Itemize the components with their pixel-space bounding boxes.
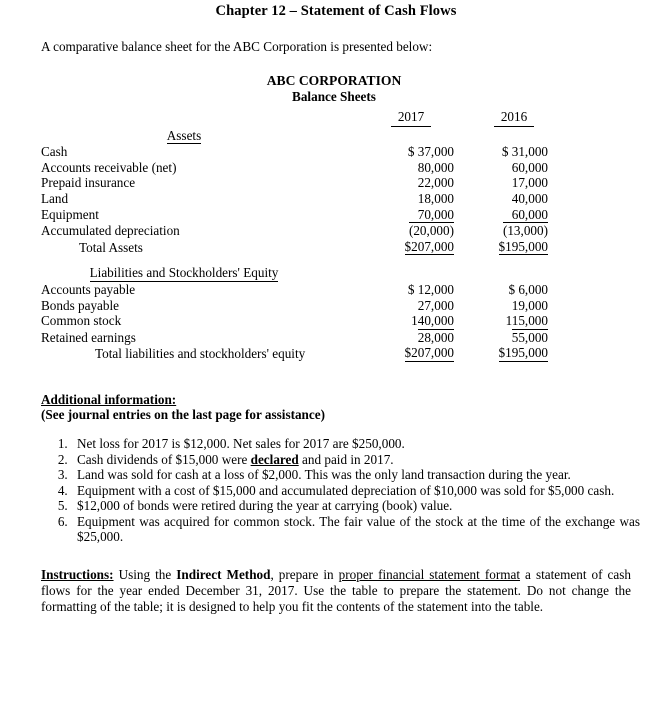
row-tail — [600, 127, 672, 145]
emphasized-text: declared — [250, 451, 299, 467]
row-value-2016: 60,000 — [511, 159, 548, 175]
table-row — [0, 222, 672, 239]
assets-total-2016: $195,000 — [498, 238, 548, 254]
emphasized-text: Indirect Method — [176, 567, 271, 583]
row-tail — [600, 144, 672, 160]
list-item — [71, 498, 672, 514]
liab-heading-pad-1 — [368, 264, 480, 282]
row-tail — [600, 264, 672, 282]
row-value-2017: $ 12,000 — [407, 281, 454, 297]
instructions-paragraph — [41, 567, 631, 614]
year-header-2016: 2016 — [480, 109, 600, 127]
row-tail — [600, 345, 672, 362]
additional-information-heading: Additional information: — [41, 391, 177, 407]
assets-heading-row — [0, 127, 672, 145]
liabilities-total-row — [0, 345, 672, 362]
row-label: Accounts receivable (net) — [41, 159, 177, 175]
assets-heading-pad-2 — [480, 127, 600, 145]
statement-name: Balance Sheets — [292, 88, 376, 104]
intro-paragraph: A comparative balance sheet for the ABC Corporation is presented below: — [41, 39, 433, 54]
table-row — [0, 282, 672, 298]
spacer — [0, 255, 672, 264]
text-run: Equipment was acquired for common stock. The fair value of the stock at the time of the exchange was $25,000. — [77, 513, 640, 545]
additional-information-list — [41, 436, 672, 545]
row-label: Equipment — [41, 206, 99, 222]
text-run: Net loss for 2017 is $12,000. Net sales for 2017 are $250,000. — [77, 435, 405, 451]
text-run: Using the — [113, 567, 177, 583]
balance-sheet-table — [0, 109, 672, 362]
table-row — [0, 160, 672, 176]
row-label: Accounts payable — [41, 281, 136, 297]
row-label: Cash — [41, 144, 68, 160]
emphasized-text: proper financial statement format — [338, 567, 521, 583]
text-run: Equipment with a cost of $15,000 and accumulated depreciation of $10,000 was sold for $5,000 cash. — [77, 482, 615, 498]
row-value-2016: 17,000 — [511, 175, 548, 191]
list-item — [71, 483, 672, 499]
additional-information-subheading: (See journal entries on the last page for assistance) — [41, 407, 325, 423]
additional-information-section — [41, 392, 672, 545]
balance-sheet-body — [0, 109, 672, 362]
table-row — [0, 298, 672, 314]
assets-heading-pad-1 — [368, 127, 480, 145]
row-value-2016: $ 31,000 — [501, 144, 548, 160]
row-value-2017: 22,000 — [417, 175, 454, 191]
assets-total-label: Total Assets — [79, 239, 143, 255]
row-value-2016: 55,000 — [511, 329, 548, 345]
row-tail — [600, 239, 672, 256]
row-tail — [600, 109, 672, 127]
row-tail — [600, 175, 672, 191]
row-tail — [600, 160, 672, 176]
year-header-row — [0, 109, 672, 127]
table-row — [0, 313, 672, 329]
row-value-2017: 28,000 — [417, 329, 454, 345]
emphasized-text: Instructions: — [41, 567, 114, 583]
liabilities-heading-row — [0, 264, 672, 282]
year-header-2017: 2017 — [368, 109, 480, 127]
row-label: Retained earnings — [41, 329, 136, 345]
table-row — [0, 191, 672, 207]
text-run: and paid in 2017. — [298, 451, 394, 467]
text-run: Cash dividends of $15,000 were — [77, 451, 251, 467]
liab-heading-pad-2 — [480, 264, 600, 282]
table-row — [0, 175, 672, 191]
row-value-2017: 18,000 — [417, 190, 454, 206]
table-row — [0, 329, 672, 346]
statement-heading-block — [0, 73, 672, 104]
list-item — [71, 452, 672, 468]
row-label: Bonds payable — [41, 297, 120, 313]
table-row — [0, 207, 672, 223]
text-run: $12,000 of bonds were retired during the year at carrying (book) value. — [77, 498, 453, 514]
assets-total-row — [0, 239, 672, 256]
row-value-2016: 60,000 — [511, 206, 548, 222]
row-value-2017: 70,000 — [417, 206, 454, 222]
liabilities-total-2017: $207,000 — [404, 345, 454, 361]
assets-heading-cell: Assets — [166, 127, 202, 143]
row-value-2016: 40,000 — [511, 190, 548, 206]
row-tail — [600, 282, 672, 298]
row-value-2016: 115,000 — [505, 313, 548, 329]
section-gap — [0, 255, 672, 264]
table-row — [0, 144, 672, 160]
liabilities-heading-cell: Liabilities and Stockholders' Equity — [89, 265, 279, 281]
year-header-spacer — [0, 109, 368, 127]
list-item — [71, 467, 672, 483]
row-value-2017: (20,000) — [408, 223, 454, 239]
page-title: Chapter 12 – Statement of Cash Flows — [215, 3, 457, 19]
row-tail — [600, 313, 672, 329]
row-label: Land — [41, 190, 69, 206]
row-tail — [600, 298, 672, 314]
row-label: Common stock — [41, 313, 122, 329]
row-label: Prepaid insurance — [41, 175, 136, 191]
list-item — [71, 436, 672, 452]
assets-total-2017: $207,000 — [404, 238, 454, 254]
row-value-2016: $ 6,000 — [508, 281, 548, 297]
liabilities-total-2016: $195,000 — [498, 345, 548, 361]
row-value-2017: 80,000 — [417, 159, 454, 175]
text-run: , prepare in — [270, 567, 339, 583]
row-value-2016: 19,000 — [511, 297, 548, 313]
company-name: ABC CORPORATION — [266, 73, 402, 88]
text-run: a statement of cash flows for the year ended December 31, 2017. Use the table to prepare the statement. Do not change the formatting of the table; it is designed to help you fit the contents of the statement into the table. — [41, 567, 631, 614]
row-tail — [600, 222, 672, 239]
row-tail — [600, 329, 672, 346]
text-run: Land was sold for cash at a loss of $2,000. This was the only land transaction during the year. — [77, 467, 571, 483]
document-page — [0, 3, 672, 703]
list-item — [71, 514, 672, 545]
row-tail — [600, 191, 672, 207]
row-tail — [600, 207, 672, 223]
row-value-2017: 140,000 — [411, 313, 454, 329]
row-value-2017: $ 37,000 — [407, 144, 454, 160]
row-value-2017: 27,000 — [417, 297, 454, 313]
row-label: Accumulated depreciation — [41, 223, 180, 239]
liabilities-total-label: Total liabilities and stockholders' equity — [95, 346, 306, 362]
row-value-2016: (13,000) — [502, 223, 548, 239]
